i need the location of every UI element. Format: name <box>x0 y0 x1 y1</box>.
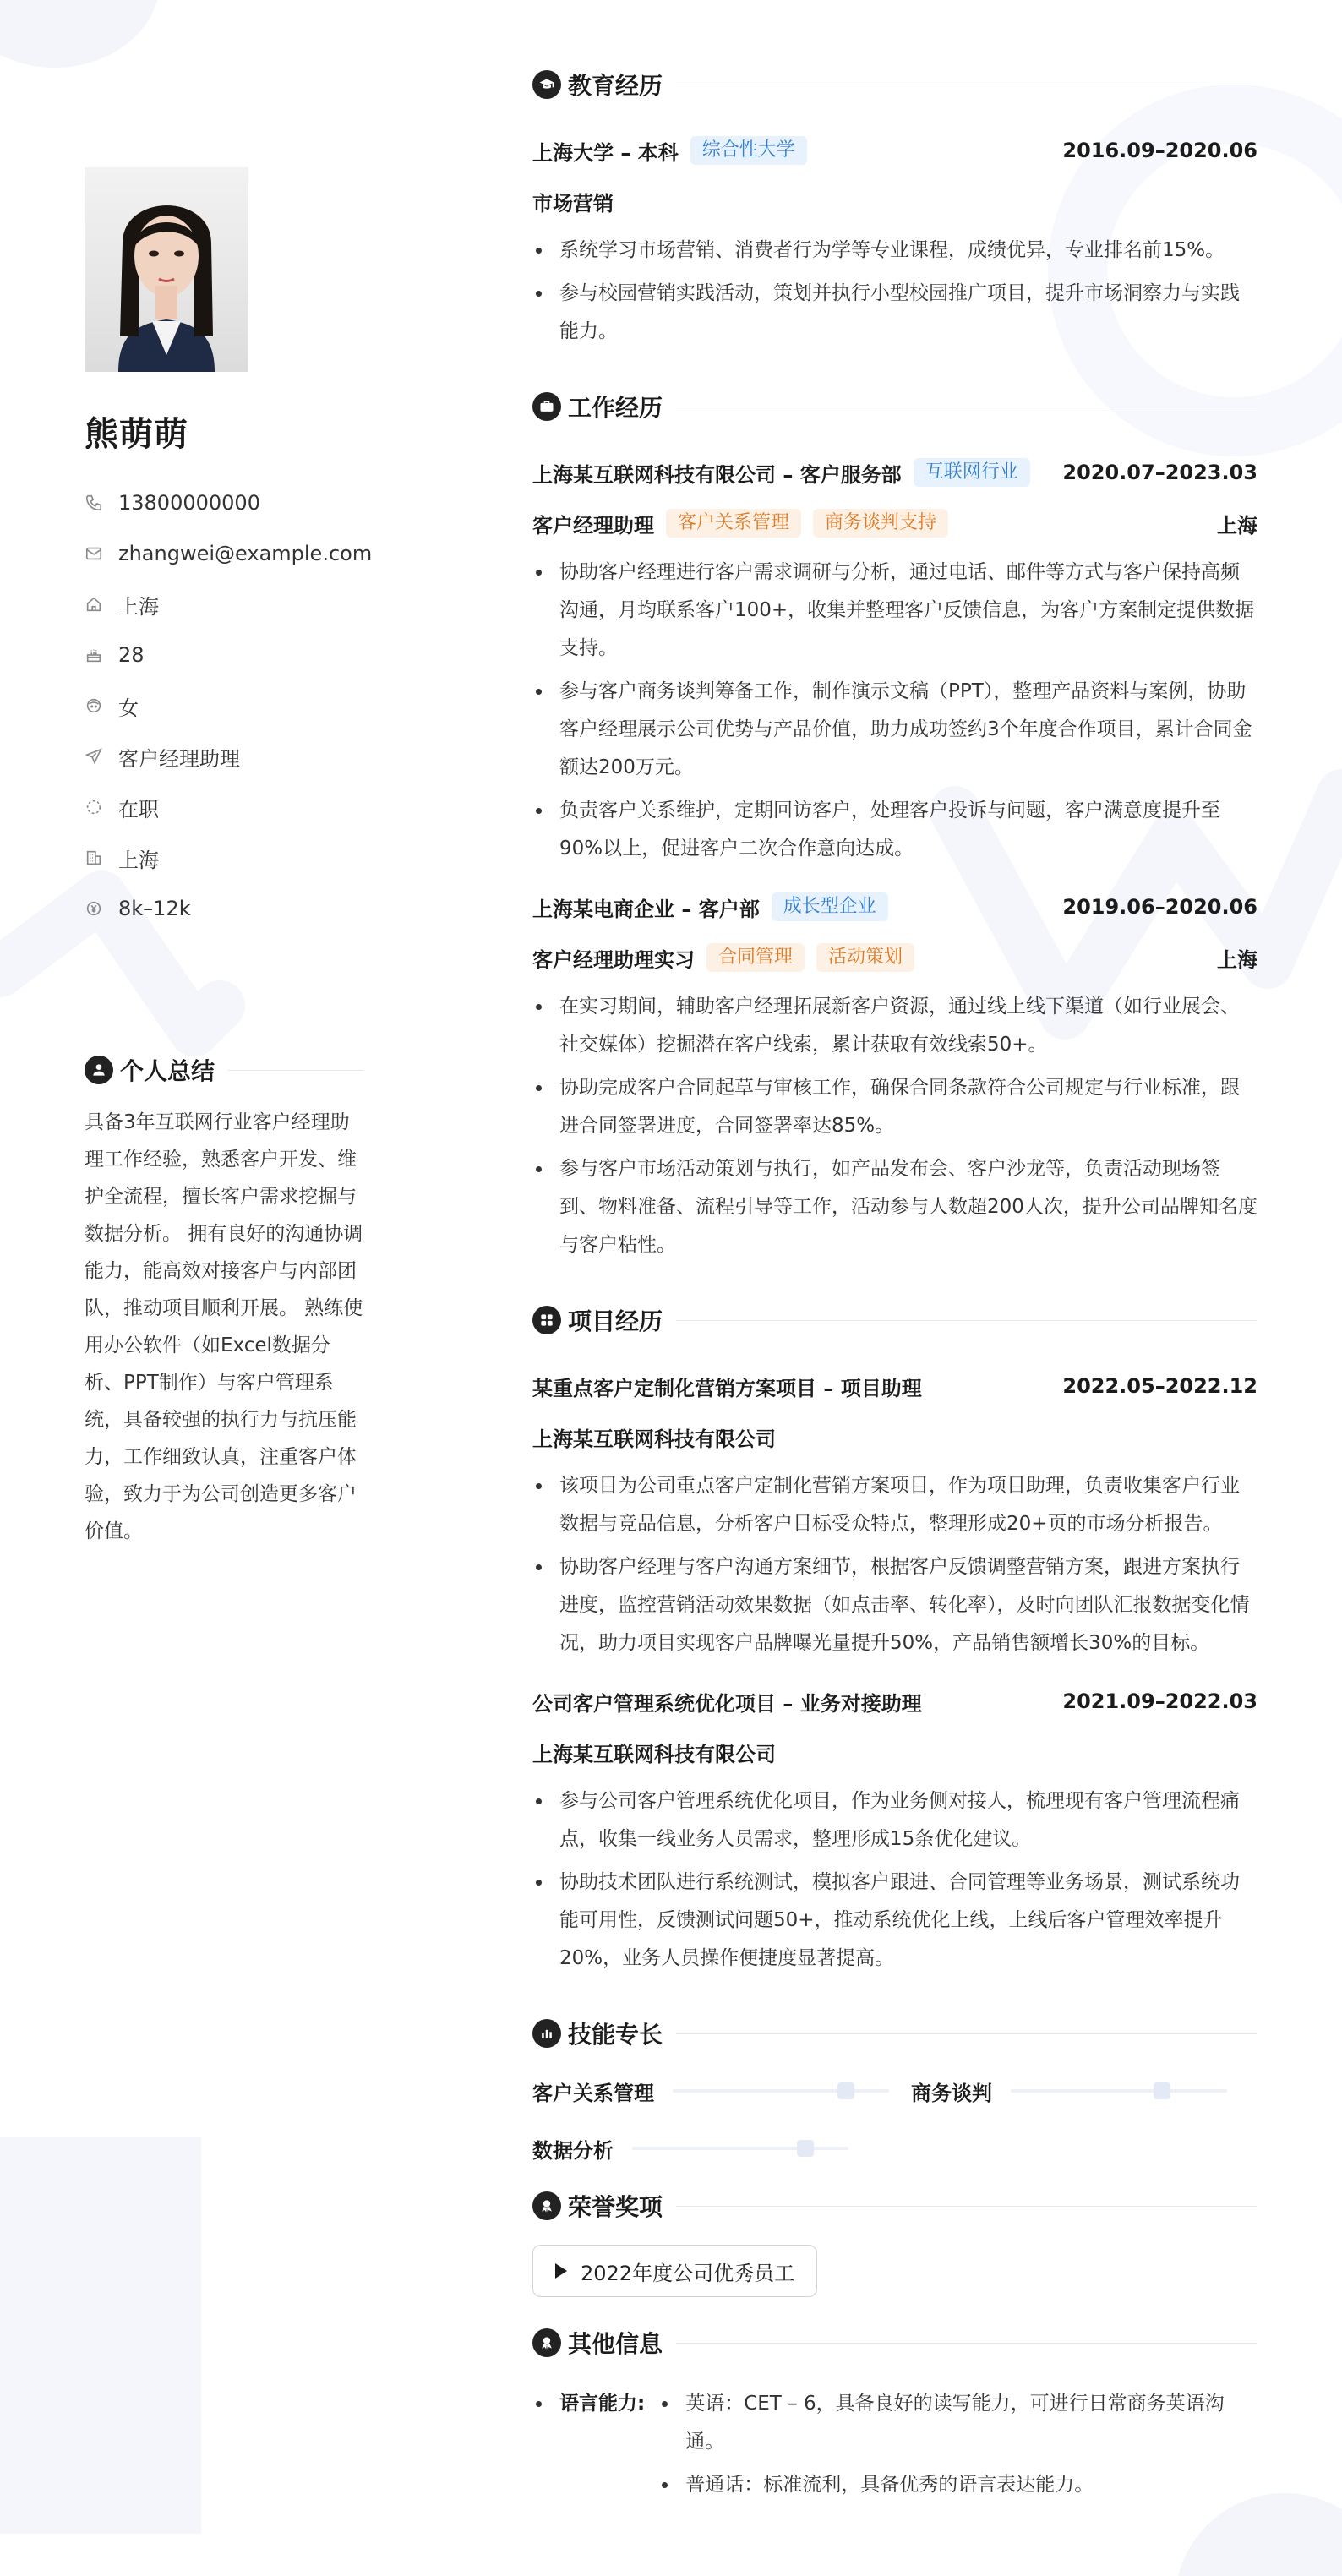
email-text: zhangwei@example.com <box>118 542 373 565</box>
position-text: 客户经理助理 <box>118 746 240 771</box>
other-section <box>532 2326 1257 2509</box>
info-phone <box>85 478 363 528</box>
list-item: 参与公司客户管理系统优化项目，作为业务侧对接人，梳理现有客户管理流程痛点，收集一线业务人员需求，整理形成15条优化建议。 <box>532 1782 1257 1858</box>
info-salary <box>85 883 363 934</box>
project-company: 上海某互联网科技有限公司 <box>532 1427 776 1451</box>
education-major-row <box>532 184 1257 218</box>
company-tag: 互联网行业 <box>914 458 1030 487</box>
company-name: 上海某电商企业 – 客户部 <box>532 897 760 921</box>
info-work-city <box>85 832 363 883</box>
home-icon <box>85 595 103 614</box>
main-column <box>532 68 1257 2509</box>
projects-section <box>532 1303 1257 1978</box>
projects-title: 项目经历 <box>568 1307 663 1335</box>
phone-text: 13800000000 <box>118 491 260 515</box>
project-name: 公司客户管理系统优化项目 – 业务对接助理 <box>532 1691 922 1716</box>
graduation-cap-icon <box>532 70 561 99</box>
skill-bar <box>1011 2089 1227 2093</box>
project-date: 2021.09–2022.03 <box>1062 1689 1257 1713</box>
other-header <box>532 2326 1257 2360</box>
info-city <box>85 579 363 630</box>
section-divider <box>676 2033 1257 2034</box>
work-section <box>532 390 1257 1264</box>
role-title: 客户经理助理实习 <box>532 947 695 972</box>
honors-header <box>532 2189 1257 2223</box>
section-divider <box>676 1320 1257 1321</box>
mail-icon <box>85 544 103 563</box>
education-entry-head <box>532 134 1257 167</box>
project-date: 2022.05–2022.12 <box>1062 1374 1257 1398</box>
work-date: 2019.06–2020.06 <box>1062 895 1257 919</box>
bar-chart-icon <box>532 2019 561 2048</box>
list-item: 在实习期间，辅助客户经理拓展新客户资源，通过线上线下渠道（如行业展会、社交媒体）挖掘潜在客户线索，累计获取有效线索50+。 <box>532 988 1257 1064</box>
avatar <box>85 167 248 372</box>
summary-title: 个人总结 <box>120 1057 215 1085</box>
work-entry <box>532 890 1257 1264</box>
skill-name: 数据分析 <box>532 2138 614 2163</box>
list-item: 普通话：标准流利，具备优秀的语言表达能力。 <box>658 2466 1257 2504</box>
status-text: 在职 <box>118 797 159 821</box>
section-divider <box>676 2206 1257 2207</box>
skills-list <box>532 2074 1257 2165</box>
list-item: 负责客户关系维护，定期回访客户，处理客户投诉与问题，客户满意度提升至90%以上，促进客户二次合作意向达成。 <box>532 792 1257 868</box>
skills-title: 技能专长 <box>568 2021 663 2049</box>
education-header <box>532 68 1257 101</box>
project-entry <box>532 1684 1257 1978</box>
education-bullets <box>532 232 1257 351</box>
work-location: 上海 <box>1217 947 1257 972</box>
skill-bar <box>632 2147 848 2150</box>
summary-section <box>85 1053 363 1550</box>
work-city-text: 上海 <box>118 848 159 872</box>
section-divider <box>228 1070 363 1071</box>
decor-rect-bottom-left <box>0 2137 201 2534</box>
list-item: 参与校园营销实践活动，策划并执行小型校园推广项目，提升市场洞察力与实践能力。 <box>532 275 1257 351</box>
loading-icon <box>85 798 103 816</box>
cake-icon <box>85 646 103 664</box>
skill-item <box>532 2134 848 2164</box>
city-text: 上海 <box>118 594 159 619</box>
work-title: 工作经历 <box>568 394 663 422</box>
age-text: 28 <box>118 643 145 667</box>
skill-knob <box>797 2140 814 2157</box>
gender-text: 女 <box>118 696 139 720</box>
project-name: 某重点客户定制化营销方案项目 – 项目助理 <box>532 1376 922 1400</box>
skills-section <box>532 2017 1257 2165</box>
list-item: 英语：CET – 6，具备良好的读写能力，可进行日常商务英语沟通。 <box>658 2385 1257 2461</box>
skill-bar <box>673 2089 889 2093</box>
award-icon <box>532 2328 561 2357</box>
send-icon <box>85 747 103 766</box>
role-tag: 商务谈判支持 <box>813 509 948 538</box>
honor-label: 2022年度公司优秀员工 <box>581 2261 795 2285</box>
project-entry <box>532 1369 1257 1662</box>
role-tag: 活动策划 <box>816 943 914 972</box>
role-title: 客户经理助理 <box>532 513 654 538</box>
work-location: 上海 <box>1217 513 1257 538</box>
yen-icon <box>85 899 103 918</box>
projects-header <box>532 1303 1257 1337</box>
list-item: 协助客户经理进行客户需求调研与分析，通过电话、邮件等方式与客户保持高频沟通，月均联系客户100+，收集并整理客户反馈信息，为客户方案制定提供数据支持。 <box>532 554 1257 668</box>
work-entry <box>532 456 1257 868</box>
briefcase-icon <box>532 392 561 421</box>
profile-name: 熊萌萌 <box>85 415 188 454</box>
info-status <box>85 782 363 832</box>
work-header <box>532 390 1257 423</box>
list-item: 参与客户市场活动策划与执行，如产品发布会、客户沙龙等，负责活动现场签到、物料准备、流程引导等工作，活动参与人数超200人次，提升公司品牌知名度与客户粘性。 <box>532 1150 1257 1264</box>
role-tag: 客户关系管理 <box>666 509 801 538</box>
skill-item <box>911 2077 1227 2106</box>
list-item: 协助技术团队进行系统测试，模拟客户跟进、合同管理等业务场景，测试系统功能可用性，反馈测试问题50+，推动系统优化上线，上线后客户管理效率提升20%，业务人员操作便捷度显著提高。 <box>532 1864 1257 1978</box>
user-icon <box>85 1056 113 1084</box>
info-position <box>85 731 363 782</box>
section-divider <box>676 2343 1257 2344</box>
list-item: 协助客户经理与客户沟通方案细节，根据客户反馈调整营销方案，跟进方案执行进度，监控营销活动效果数据（如点击率、转化率），及时向团队汇报数据变化情况，助力项目实现客户品牌曝光量提升50%，产品销售额增长30%的目标。 <box>532 1548 1257 1662</box>
summary-text: 具备3年互联网行业客户经理助理工作经验，熟悉客户开发、维护全流程，擅长客户需求挖掘与数据分析。 拥有良好的沟通协调能力，能高效对接客户与内部团队，推动项目顺利开展。 熟练使用办公软件（如Excel数据分析、PPT制作）与客户管理系统，具备较强的执行力与抗压能力，工作细致认真，注重客户体验，致力于为公司创造更多客户价值。 <box>85 1111 363 1542</box>
other-title: 其他信息 <box>568 2330 663 2358</box>
education-section <box>532 68 1257 351</box>
skill-name: 客户关系管理 <box>532 2081 654 2105</box>
education-title: 教育经历 <box>568 72 663 100</box>
play-icon <box>555 2263 567 2279</box>
contact-info <box>85 478 373 934</box>
building-icon <box>85 849 103 867</box>
skills-header <box>532 2017 1257 2050</box>
other-info <box>532 2385 1257 2509</box>
skill-knob <box>837 2082 854 2099</box>
grid-icon <box>532 1306 561 1334</box>
company-tag: 成长型企业 <box>772 892 888 921</box>
language-label: 语言能力: <box>532 2385 645 2423</box>
list-item: 系统学习市场营销、消费者行为学等专业课程，成绩优异，专业排名前15%。 <box>532 232 1257 270</box>
honor-item[interactable] <box>532 2245 817 2297</box>
info-email <box>85 528 373 579</box>
summary-header <box>85 1053 363 1087</box>
skill-item <box>532 2077 889 2106</box>
list-item: 参与客户商务谈判筹备工作，制作演示文稿（PPT），整理产品资料与案例，协助客户经理展示公司优势与产品价值，助力成功签约3个年度合作项目，累计合同金额达200万元。 <box>532 673 1257 787</box>
honors-title: 荣誉奖项 <box>568 2193 663 2221</box>
gender-icon <box>85 696 103 715</box>
phone-icon <box>85 494 103 512</box>
school-tag: 综合性大学 <box>690 136 807 165</box>
school-name: 上海大学 – 本科 <box>532 140 679 165</box>
list-item: 该项目为公司重点客户定制化营销方案项目，作为项目助理，负责收集客户行业数据与竞品信息，分析客户目标受众特点，整理形成20+页的市场分析报告。 <box>532 1467 1257 1543</box>
decor-circle-top-left <box>0 0 161 68</box>
project-company: 上海某互联网科技有限公司 <box>532 1742 776 1766</box>
company-name: 上海某互联网科技有限公司 – 客户服务部 <box>532 462 902 487</box>
education-major: 市场营销 <box>532 191 614 216</box>
skill-knob <box>1154 2082 1170 2099</box>
info-age <box>85 630 363 680</box>
info-gender <box>85 680 363 731</box>
honors-section <box>532 2189 1257 2297</box>
education-date: 2016.09–2020.06 <box>1062 139 1257 162</box>
award-icon <box>532 2191 561 2220</box>
list-item: 协助完成客户合同起草与审核工作，确保合同条款符合公司规定与行业标准，跟进合同签署进度，合同签署率达85%。 <box>532 1069 1257 1145</box>
salary-text: 8k–12k <box>118 897 191 920</box>
work-date: 2020.07–2023.03 <box>1062 461 1257 484</box>
skill-name: 商务谈判 <box>911 2081 992 2105</box>
role-tag: 合同管理 <box>706 943 805 972</box>
